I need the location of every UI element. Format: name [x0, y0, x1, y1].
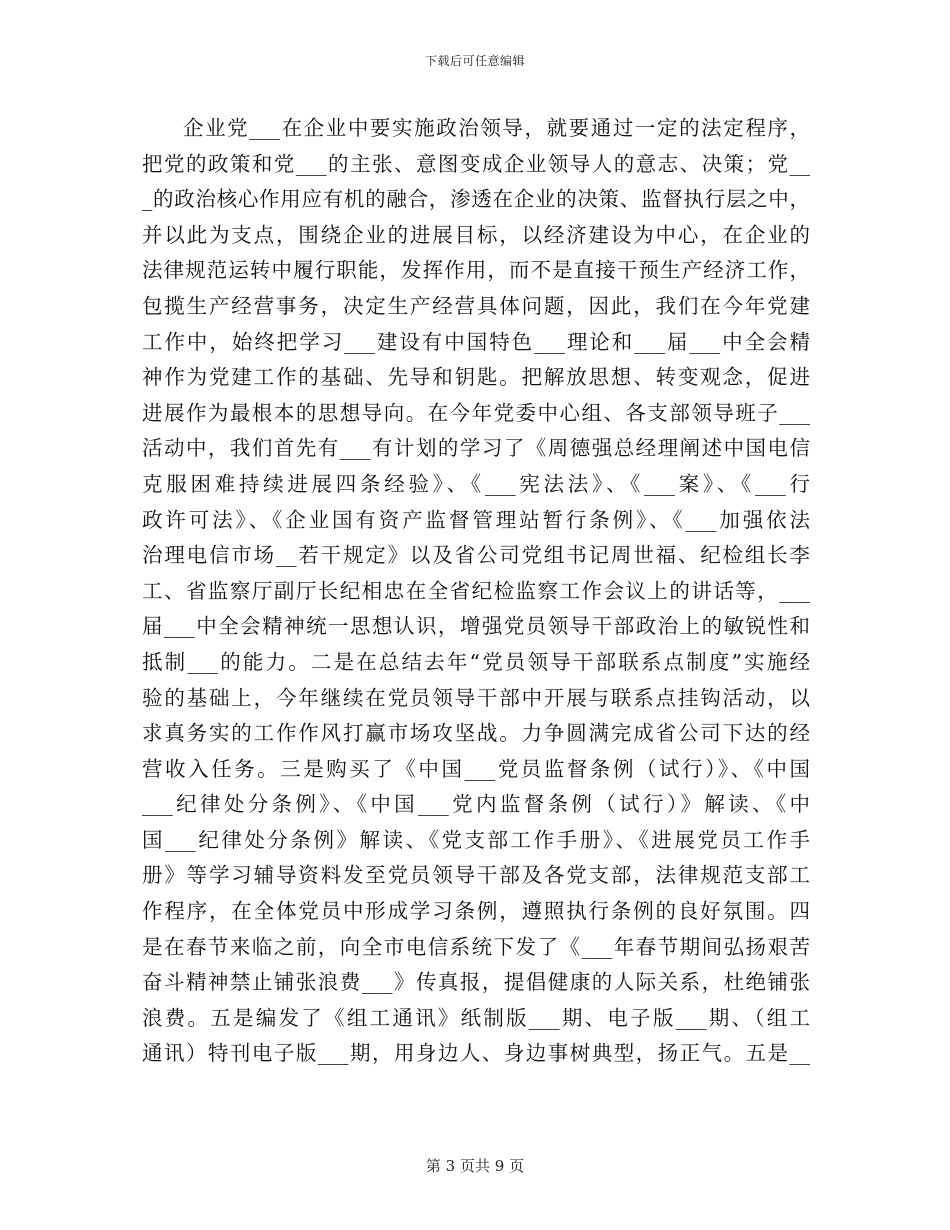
body-line: 克服困难持续进展四条经验》、《___宪法法》、《___案》、《___行: [142, 471, 810, 496]
body-line: 治理电信市场__若干规定》以及省公司党组书记周世福、纪检组长李: [142, 543, 810, 568]
body-line: 企业党___在企业中要实施政治领导，就要通过一定的法定程序，: [183, 116, 810, 140]
body-line: 是在春节来临之前，向全市电信系统下发了《___年春节期间弘扬艰苦: [142, 934, 810, 959]
body-line: 进展作为最根本的思想导向。在今年党委中心组、各支部领导班子___: [142, 400, 810, 425]
body-line: 通讯）特刊电子版___期，用身边人、身边事树典型，扬正气。五是__: [142, 1041, 810, 1066]
body-line: 把党的政策和党___的主张、意图变成企业领导人的意志、决策；党__: [142, 151, 810, 176]
body-line: 奋斗精神禁止铺张浪费___》传真报，提倡健康的人际关系，杜绝铺张: [142, 970, 810, 995]
body-line: 包揽生产经营事务，决定生产经营具体问题，因此，我们在今年党建: [142, 293, 810, 318]
body-line: 抵制___的能力。二是在总结去年“党员领导干部联系点制度”实施经: [142, 649, 810, 674]
body-line: 法律规范运转中履行职能，发挥作用，而不是直接干预生产经济工作，: [142, 258, 810, 283]
body-line: ___纪律处分条例》、《中国___党内监督条例（试行）》解读、《中: [142, 792, 810, 817]
page-number-footer: 第 3 页共 9 页: [425, 1157, 525, 1175]
body-line: 工、省监察厅副厅长纪相忠在全省纪检监察工作会议上的讲话等，___: [142, 578, 810, 603]
body-line: 政许可法》、《企业国有资产监督管理站暂行条例》、《___加强依法: [142, 507, 810, 532]
document-body: [142, 111, 810, 1072]
body-line: 验的基础上，今年继续在党员领导干部中开展与联系点挂钩活动，以: [142, 685, 810, 710]
body-line: 工作中，始终把学习___建设有中国特色___理论和___届___中全会精: [142, 329, 810, 354]
body-line: 活动中，我们首先有___有计划的学习了《周德强总经理阐述中国电信: [142, 436, 810, 461]
body-line: 届___中全会精神统一思想认识，增强党员领导干部政治上的敏锐性和: [142, 614, 810, 639]
body-line: 国___纪律处分条例》解读、《党支部工作手册》、《进展党员工作手: [142, 827, 810, 852]
body-line: 并以此为支点，围绕企业的进展目标，以经济建设为中心，在企业的: [142, 222, 810, 247]
body-line: _的政治核心作用应有机的融合，渗透在企业的决策、监督执行层之中，: [142, 187, 810, 212]
body-line: 浪费。五是编发了《组工通讯》纸制版___期、电子版___期、（组工: [142, 1005, 810, 1030]
body-line: 作程序，在全体党员中形成学习条例，遵照执行条例的良好氛围。四: [142, 899, 810, 924]
body-line: 册》等学习辅导资料发至党员领导干部及各党支部，法律规范支部工: [142, 863, 810, 888]
body-line: 神作为党建工作的基础、先导和钥匙。把解放思想、转变观念，促进: [142, 365, 810, 390]
page-header: 下载后可任意编辑: [424, 54, 525, 68]
body-line: 求真务实的工作作风打赢市场攻坚战。力争圆满完成省公司下达的经: [142, 721, 810, 746]
body-line: 营收入任务。三是购买了《中国___党员监督条例（试行）》、《中国: [142, 756, 810, 781]
